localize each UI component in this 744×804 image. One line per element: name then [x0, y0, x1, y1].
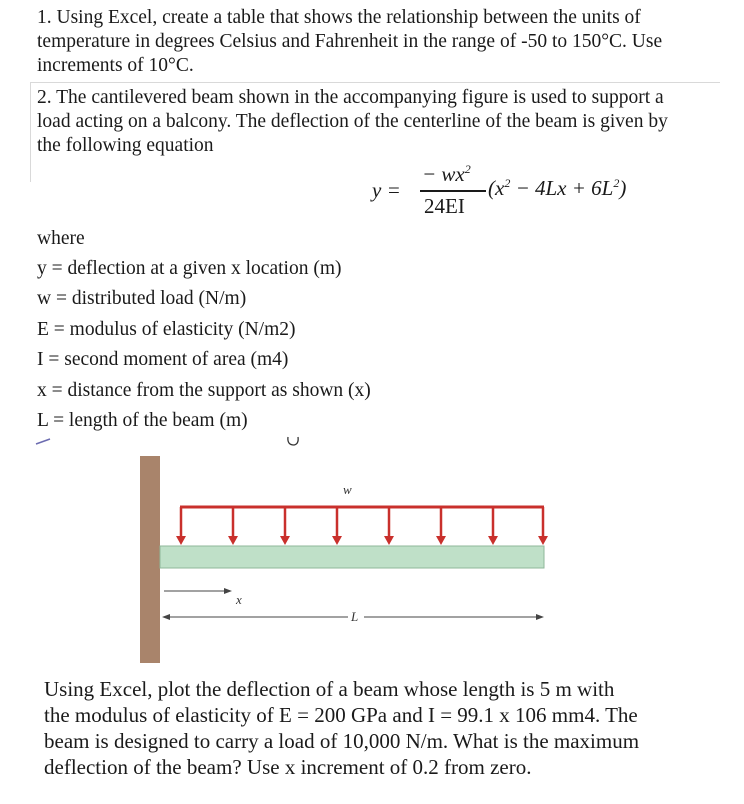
- equation-denominator: 24EI: [424, 194, 465, 218]
- poly-close: ): [619, 176, 627, 200]
- definition-w: w = distributed load (N/m): [37, 288, 247, 309]
- task-paragraph: [44, 676, 734, 780]
- task-line-1: Using Excel, plot the deflection of a beam whose length is 5 m with: [44, 677, 615, 701]
- poly-exp-1: 2: [504, 176, 511, 190]
- definition-x: x = distance from the support as shown (x): [37, 380, 371, 401]
- load-arrow: [436, 507, 446, 545]
- load-arrow: [488, 507, 498, 545]
- problem-1-line-1: 1. Using Excel, create a table that shows the relationship between the units of: [37, 7, 641, 28]
- stray-mark-left: [34, 436, 54, 446]
- definition-l: L = length of the beam (m): [37, 410, 248, 431]
- load-arrow: [176, 507, 186, 545]
- definition-e: E = modulus of elasticity (N/m2): [37, 319, 296, 340]
- definition-i: I = second moment of area (m4): [37, 349, 289, 370]
- load-arrow: [280, 507, 290, 545]
- divider: [30, 82, 720, 83]
- x-arrowhead: [224, 588, 232, 594]
- length-label: L: [351, 609, 359, 624]
- problem-1-line-2: temperature in degrees Celsius and Fahrenheit in the range of -50 to 150°C. Use: [37, 31, 663, 52]
- problem-2-line-3: the following equation: [37, 135, 214, 156]
- cantilever-beam-figure: [140, 452, 560, 667]
- problem-2-line-1: 2. The cantilevered beam shown in the accompanying figure is used to support a: [37, 87, 664, 108]
- stray-mark-right: [285, 433, 303, 449]
- problem-2-line-2: load acting on a balcony. The deflection of the centerline of the beam is given by: [37, 111, 668, 132]
- beam: [160, 546, 544, 568]
- length-arrowhead-right: [536, 614, 544, 620]
- equation-numerator-exponent: 2: [464, 162, 471, 176]
- poly-open: (x: [488, 176, 505, 200]
- load-arrow: [332, 507, 342, 545]
- poly-middle: − 4Lx + 6L: [510, 176, 614, 200]
- load-label: w: [343, 482, 352, 497]
- x-label: x: [236, 592, 242, 607]
- length-arrowhead-left: [162, 614, 170, 620]
- task-line-2: the modulus of elasticity of E = 200 GPa and I = 99.1 x 106 mm4. The: [44, 703, 638, 727]
- equation-numerator: [422, 162, 471, 187]
- equation-numerator-text: − wx: [422, 162, 465, 186]
- task-line-3: beam is designed to carry a load of 10,000 N/m. What is the maximum: [44, 729, 640, 753]
- definition-y: y = deflection at a given x location (m): [37, 258, 342, 279]
- support-wall: [140, 456, 160, 663]
- load-arrow: [538, 507, 548, 545]
- load-arrows: [176, 507, 548, 545]
- where-label: where: [37, 228, 85, 249]
- fraction-bar: [420, 190, 486, 192]
- equation-lhs: y =: [372, 178, 401, 202]
- left-border: [30, 82, 31, 182]
- load-arrow: [384, 507, 394, 545]
- poly-exp-2: 2: [613, 176, 620, 190]
- task-line-4: deflection of the beam? Use x increment of 0.2 from zero.: [44, 755, 532, 779]
- load-arrow: [228, 507, 238, 545]
- equation-polynomial: [488, 176, 626, 201]
- problem-1-line-3: increments of 10°C.: [37, 55, 194, 76]
